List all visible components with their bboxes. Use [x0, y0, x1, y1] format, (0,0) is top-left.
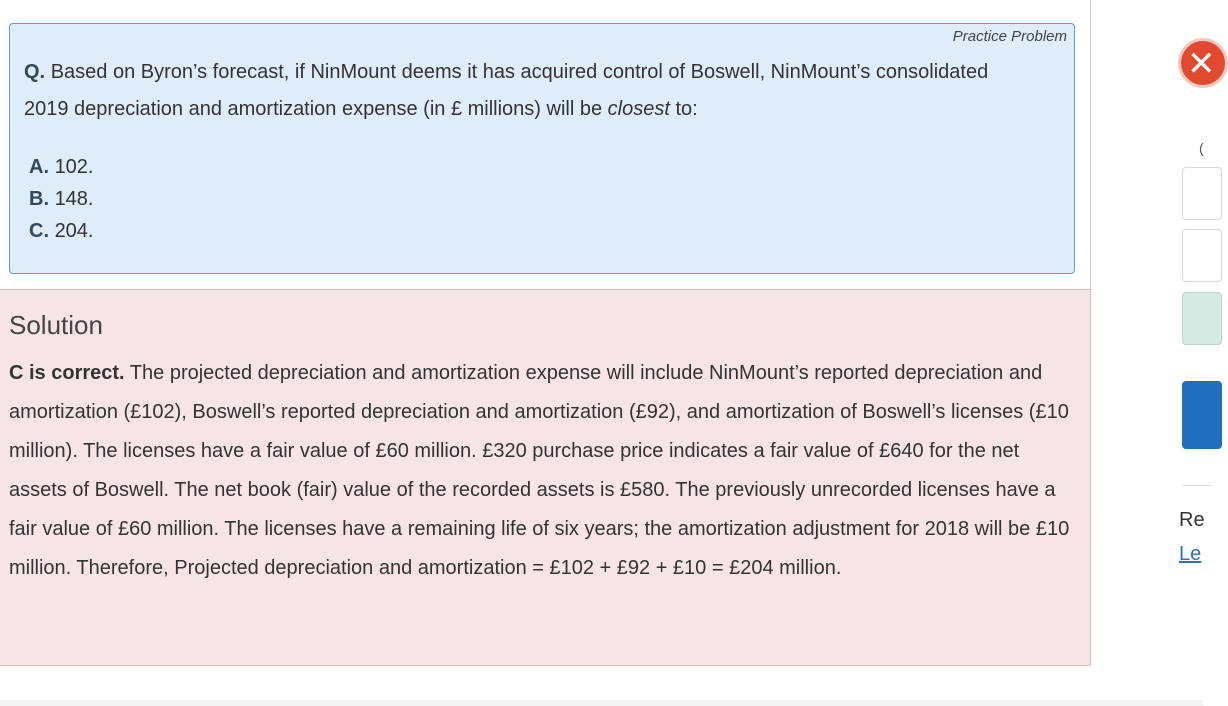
question-emphasis: closest — [607, 98, 670, 120]
option-c — [29, 215, 94, 247]
solution-title: Solution — [9, 310, 103, 340]
answer-options — [29, 151, 94, 247]
sidebar-label: Re — [1179, 509, 1205, 531]
question-body: Based on Byron’s forecast, if NinMount deems it has acquired control of Boswell, NinMount’s consolidated 2019 depreciation and amortization expense (in £ millions) will be — [24, 61, 989, 120]
option-letter: A. — [29, 156, 49, 178]
question-prefix: Q. — [24, 61, 46, 83]
option-letter: B. — [29, 188, 49, 210]
option-a — [29, 151, 94, 183]
sidebar-option-card-3[interactable] — [1182, 292, 1222, 345]
option-text: 148. — [54, 188, 94, 210]
option-text: 102. — [54, 156, 94, 178]
question-text — [24, 54, 1024, 128]
sidebar-option-card-1[interactable] — [1182, 167, 1222, 220]
option-b — [29, 183, 94, 215]
sidebar-divider — [1182, 485, 1212, 486]
solution-text — [9, 354, 1074, 588]
practice-problem-tag: Practice Problem — [952, 28, 1067, 45]
sidebar-option-card-2[interactable] — [1182, 229, 1222, 282]
solution-panel — [0, 289, 1091, 666]
sidebar-partial-text: ( — [1199, 140, 1204, 156]
bottom-strip — [0, 700, 1203, 706]
correct-answer-label: C is correct. — [9, 362, 125, 384]
sidebar-link[interactable]: Le — [1179, 543, 1202, 565]
close-icon[interactable] — [1178, 38, 1228, 88]
option-letter: C. — [29, 220, 49, 242]
close-glyph: ✕ — [1187, 45, 1216, 83]
sidebar-primary-button[interactable] — [1182, 381, 1222, 449]
solution-body: The projected depreciation and amortization expense will include NinMount’s reported depreciation and amortization (£102), Boswell’s reported depreciation and amortization (£92), and amortization of Boswell’s licenses (£10 million). The licenses have a fair value of £60 million. £320 purchase price indicates a fair value of £640 for the net assets of Boswell. The net book (fair) value of the recorded assets is £580. The previously unrecorded licenses have a fair value of £60 million. The licenses have a remaining life of six years; the amortization adjustment for 2018 will be £10 million. Therefore, Projected depreciation and amortization = £102 + £92 + £10 = £204 million. — [9, 362, 1070, 579]
question-tail: to: — [675, 98, 698, 120]
practice-problem-card — [9, 23, 1075, 274]
option-text: 204. — [54, 220, 94, 242]
